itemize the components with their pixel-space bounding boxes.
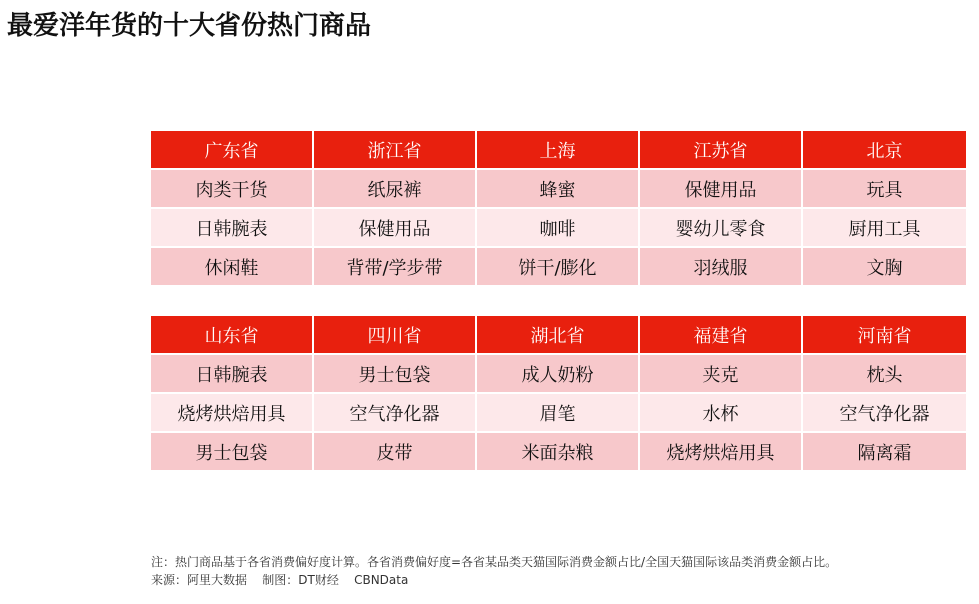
table-cell: 背带/学步带 (314, 248, 477, 287)
table-cell: 空气净化器 (314, 394, 477, 433)
table-cell: 日韩腕表 (151, 209, 314, 248)
table-cell: 水杯 (640, 394, 803, 433)
table-cell: 空气净化器 (803, 394, 966, 433)
header-cell: 福建省 (640, 316, 803, 355)
table-row (151, 209, 966, 248)
table-header-row (151, 131, 966, 170)
table-cell: 玩具 (803, 170, 966, 209)
table-cell: 厨用工具 (803, 209, 966, 248)
province-table-1 (151, 131, 966, 287)
table-cell: 成人奶粉 (477, 355, 640, 394)
table-cell: 男士包袋 (151, 433, 314, 472)
table-cell: 休闲鞋 (151, 248, 314, 287)
province-table-2 (151, 316, 966, 472)
table-row (151, 394, 966, 433)
table-cell: 婴幼儿零食 (640, 209, 803, 248)
table-cell: 夹克 (640, 355, 803, 394)
table-cell: 隔离霜 (803, 433, 966, 472)
header-cell: 山东省 (151, 316, 314, 355)
table-cell: 烧烤烘焙用具 (640, 433, 803, 472)
table-header-row (151, 316, 966, 355)
table-cell: 饼干/膨化 (477, 248, 640, 287)
table-cell: 肉类干货 (151, 170, 314, 209)
table-cell: 眉笔 (477, 394, 640, 433)
table-cell: 羽绒服 (640, 248, 803, 287)
table-cell: 烧烤烘焙用具 (151, 394, 314, 433)
table-cell: 保健用品 (640, 170, 803, 209)
table-row (151, 170, 966, 209)
table-row (151, 248, 966, 287)
header-cell: 上海 (477, 131, 640, 170)
table-cell: 保健用品 (314, 209, 477, 248)
footnote-note: 注：热门商品基于各省消费偏好度计算。各省消费偏好度=各省某品类天猫国际消费金额占比/全国天猫国际该品类消费金额占比。 (151, 555, 838, 569)
header-cell: 广东省 (151, 131, 314, 170)
table-cell: 枕头 (803, 355, 966, 394)
table-cell: 文胸 (803, 248, 966, 287)
table-cell: 蜂蜜 (477, 170, 640, 209)
header-cell: 浙江省 (314, 131, 477, 170)
header-cell: 北京 (803, 131, 966, 170)
table-cell: 纸尿裤 (314, 170, 477, 209)
table-cell: 男士包袋 (314, 355, 477, 394)
table-cell: 咖啡 (477, 209, 640, 248)
table-cell: 米面杂粮 (477, 433, 640, 472)
page-title: 最爱洋年货的十大省份热门商品 (7, 11, 372, 41)
header-cell: 河南省 (803, 316, 966, 355)
footnote (151, 553, 837, 589)
footnote-source: 来源：阿里大数据 制图：DT财经 CBNData (151, 573, 409, 587)
table-row (151, 433, 966, 472)
table-row (151, 355, 966, 394)
header-cell: 四川省 (314, 316, 477, 355)
table-cell: 日韩腕表 (151, 355, 314, 394)
table-cell: 皮带 (314, 433, 477, 472)
header-cell: 江苏省 (640, 131, 803, 170)
header-cell: 湖北省 (477, 316, 640, 355)
